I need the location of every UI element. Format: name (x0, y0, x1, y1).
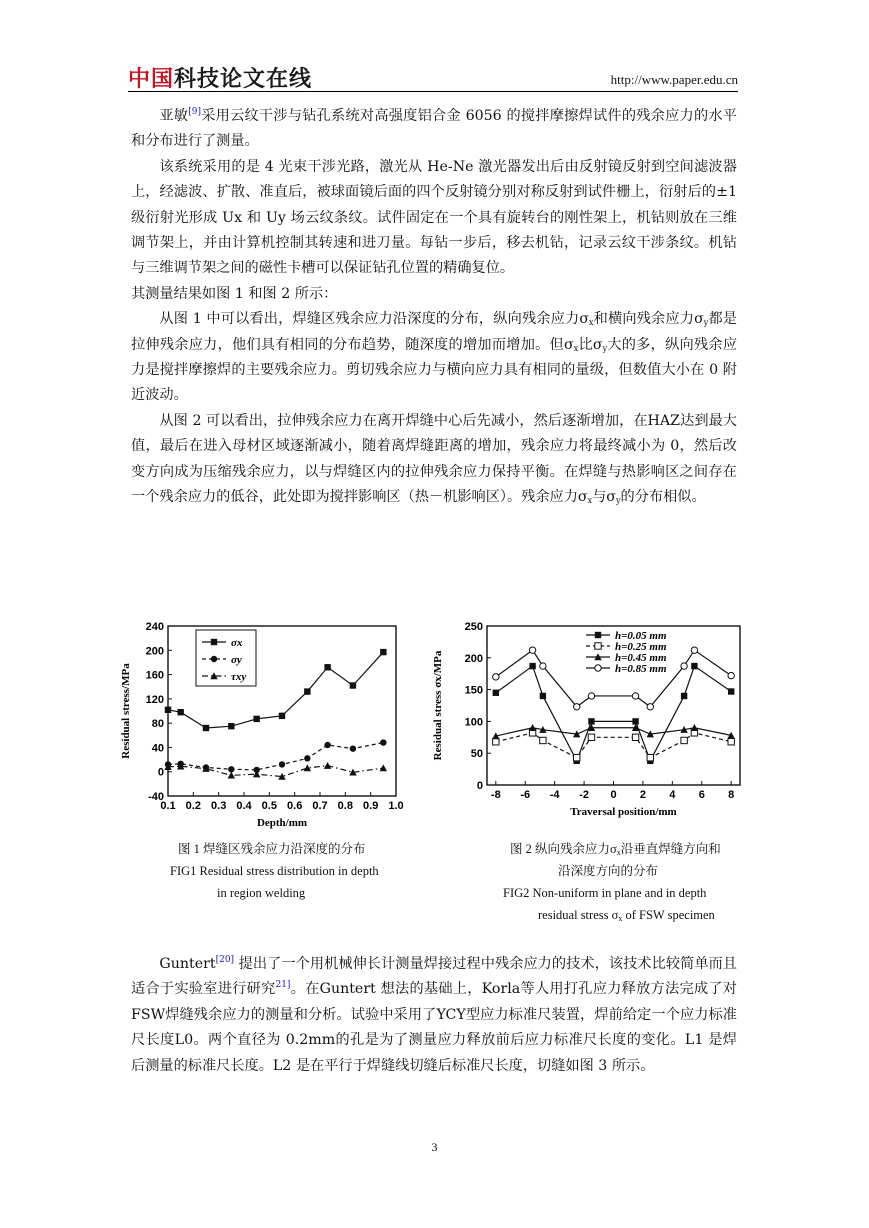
p4-text-c: 都是拉伸残余应力，他们具有相同的分布趋势，随深度的增加而增加。但σ (131, 311, 737, 353)
data-point (228, 772, 235, 779)
legend-label: σx (231, 637, 243, 649)
data-point (728, 672, 734, 678)
citation-9[interactable]: [9] (188, 107, 201, 117)
plot-frame (487, 626, 740, 785)
paragraph-5 (131, 409, 737, 511)
fig2-caption-en-2 (538, 904, 715, 926)
legend-marker (211, 656, 217, 662)
p4-sub-2: y (703, 318, 709, 328)
legend-box (196, 630, 256, 686)
y-tick-label: 50 (470, 748, 483, 761)
y-tick-label: -40 (148, 791, 164, 803)
journal-logo (128, 62, 312, 93)
data-point (529, 663, 535, 669)
data-point (253, 716, 259, 722)
x-tick-label: 0.6 (287, 800, 303, 812)
legend-marker (595, 643, 601, 649)
x-axis-label: Traversal position/mm (570, 806, 677, 818)
fig1-caption-en-1: FIG1 Residual stress distribution in depth (170, 864, 379, 878)
y-tick-label: 250 (464, 621, 483, 633)
y-tick-label: 240 (145, 621, 164, 633)
fig2-caption-en-sub: x (618, 914, 623, 923)
x-tick-label: 0.1 (160, 800, 176, 812)
legend-label: h=0.85 mm (615, 663, 667, 675)
p5-text-b: 与σ (592, 489, 616, 506)
p5-sub-1: x (587, 496, 593, 506)
body-text-bottom (131, 952, 737, 1079)
paragraph-6 (131, 952, 737, 1079)
p4-text-b: 和横向残余应力σ (593, 311, 704, 328)
data-point (647, 704, 653, 710)
y-tick-label: 200 (145, 645, 164, 658)
x-tick-label: -6 (520, 789, 531, 801)
p6-text-b: 提出了一个用机械伸长计测量焊接过程中残余应力的技术，该技术比较简单而且适合于实验室进行研究 (131, 956, 737, 998)
data-point (540, 693, 546, 699)
data-point (574, 704, 580, 710)
p4-text-e: 大的多，纵向残余应力是搅拌摩擦焊的主要残余应力。剪切残余应力与横向应力具有相同的量级，但数值大小在 0 附近波动。 (131, 336, 738, 404)
p4-text-d: 比σ (578, 336, 603, 353)
y-tick-label: 100 (464, 716, 483, 729)
data-point (632, 718, 638, 724)
fig2-caption-cn-2: 沿深度方向的分布 (558, 864, 659, 878)
data-point (279, 761, 285, 767)
x-tick-label: 4 (669, 789, 676, 801)
y-tick-label: 160 (145, 669, 164, 682)
logo-part-1: 中国 (128, 67, 175, 92)
legend-label: σy (231, 654, 242, 666)
p4-sub-3: x (573, 343, 579, 353)
x-tick-label: 0.2 (185, 800, 201, 812)
data-point (380, 764, 387, 771)
data-point (324, 762, 331, 769)
figure-2-chart (430, 615, 750, 837)
fig1-caption-en-2: in region welding (217, 886, 306, 900)
paragraph-1 (131, 104, 737, 155)
p5-sub-2: y (615, 496, 621, 506)
p4-sub-4: y (602, 343, 608, 353)
data-point (691, 663, 697, 669)
data-point (493, 739, 499, 745)
data-point (380, 649, 386, 655)
p6-text-a: Guntert (159, 956, 216, 972)
x-tick-label: 1.0 (388, 800, 404, 812)
data-point (728, 688, 734, 694)
legend-marker (211, 639, 217, 645)
logo-part-2: 科技论文在线 (174, 67, 313, 92)
series-line (496, 650, 731, 707)
x-tick-label: 0.4 (236, 800, 252, 812)
x-tick-label: 2 (639, 789, 646, 801)
x-tick-label: -4 (549, 789, 560, 801)
legend-label: h=0.05 mm (615, 630, 667, 642)
legend-marker (595, 665, 601, 671)
y-tick-label: 200 (464, 652, 483, 665)
data-point (304, 688, 310, 694)
data-point (228, 766, 234, 772)
series-line (496, 733, 731, 758)
p1-text-b: 采用云纹干涉与钻孔系统对高强度铝合金 6056 的搅拌摩擦焊试件的残余应力的水平和分布进行了测量。 (131, 108, 737, 150)
data-point (588, 718, 594, 724)
data-point (304, 755, 310, 761)
data-point (380, 739, 386, 745)
p5-text-c: 的分布相似。 (620, 489, 706, 506)
p5-text-a: 从图 2 可以看出，拉伸残余应力在离开焊缝中心后先减小，然后逐渐增加，在HAZ达到最大值，最后在进入母材区域逐渐减小，随着离焊缝距离的增加，残余应力将最终减小为 0，然后改变方向成为压缩残余应力，以与焊缝区内的拉伸残余应力保持平衡。在焊缝与热影响区之间存在一个残余应力的低谷，此处即为搅拌影响区（热－机影响区）。残余应力σ (131, 412, 737, 506)
page-header (128, 60, 738, 92)
data-point (691, 647, 697, 653)
fig2-caption-cn-1 (510, 838, 721, 860)
citation-20[interactable]: [20] (215, 955, 235, 965)
data-point (647, 754, 653, 760)
data-point (632, 734, 638, 740)
data-point (279, 713, 285, 719)
header-url[interactable]: http://www.paper.edu.cn (610, 72, 738, 87)
series-line (496, 666, 731, 761)
data-point (681, 663, 687, 669)
fig2-caption-en-b: of FSW specimen (622, 908, 715, 922)
data-point (324, 742, 330, 748)
paragraph-3: 其测量结果如图 1 和图 2 所示： (131, 285, 338, 302)
data-point (529, 647, 535, 653)
data-point (228, 723, 234, 729)
p4-sub-1: x (589, 318, 594, 328)
data-point (540, 663, 546, 669)
body-text-top (131, 104, 737, 511)
x-tick-label: 0.8 (337, 800, 353, 812)
data-point (728, 739, 734, 745)
fig2-caption-en-1: FIG2 Non-uniform in plane and in depth (503, 886, 707, 900)
legend-marker (595, 632, 601, 638)
x-tick-label: 0 (610, 789, 617, 801)
legend-label: τxy (231, 671, 247, 683)
fig2-caption-cn-sub: x (616, 848, 621, 857)
x-axis-label: Depth/mm (256, 817, 308, 829)
data-point (691, 724, 698, 731)
y-axis-label: Residual stress/MPa (120, 663, 132, 759)
data-point (324, 664, 330, 670)
paragraph-2: 该系统采用的是 4 光束干涉光路，激光从 He-Ne 激光器发出后由反射镜反射到空间滤波器上，经滤波、扩散、准直后，被球面镜后面的四个反射镜分别对称反射到试件栅上，衍射后的±1 级衍射光形成 Ux 和 Uy 场云纹条纹。试件固定在一个具有旋转台的刚性架上，机钻则放在三维调节架上，并由计算机控制其转速和进刀量。每钻一步后，移去机钻，记录云纹干涉条纹。机钻与三维调节架之间的磁性卡槽可以保证钻孔位置的精确复位。 (131, 158, 737, 277)
y-axis-label: Residual stress σx/MPa (432, 650, 444, 761)
figure-2 (430, 615, 750, 837)
x-tick-label: 0.9 (363, 800, 379, 812)
y-tick-label: 0 (476, 780, 483, 792)
x-tick-label: 0.5 (261, 800, 277, 812)
data-point (588, 693, 594, 699)
data-point (632, 693, 638, 699)
legend-label: h=0.25 mm (615, 641, 667, 653)
x-tick-label: -8 (490, 789, 501, 801)
figure-1-chart (118, 615, 414, 837)
x-tick-label: -2 (579, 789, 589, 801)
data-point (681, 737, 687, 743)
p4-text-a: 从图 1 中可以看出，焊缝区残余应力沿深度的分布，纵向残余应力σ (159, 311, 590, 328)
fig2-caption-cn-a: 图 2 纵向残余应力σ (510, 842, 617, 856)
data-point (588, 734, 594, 740)
data-point (529, 724, 536, 731)
x-tick-label: 6 (698, 789, 705, 801)
paragraph-4 (131, 307, 737, 409)
header-rule (128, 91, 738, 92)
data-point (493, 674, 499, 680)
y-tick-label: 80 (151, 718, 164, 731)
fig2-caption-en-a: residual stress σ (538, 908, 619, 922)
figure-1 (118, 615, 414, 837)
x-tick-label: 0.7 (312, 800, 328, 812)
data-point (493, 690, 499, 696)
p1-text-a: 亚敏 (159, 108, 189, 124)
data-point (681, 693, 687, 699)
fig2-caption-cn-b: 沿垂直焊缝方向和 (620, 842, 721, 856)
y-tick-label: 120 (145, 693, 164, 706)
citation-21[interactable]: 21] (275, 980, 291, 991)
data-point (165, 707, 171, 713)
y-tick-label: 40 (151, 742, 164, 755)
x-tick-label: 8 (728, 789, 735, 801)
legend-label: h=0.45 mm (615, 652, 667, 664)
y-tick-label: 0 (157, 766, 164, 779)
data-point (350, 682, 356, 688)
data-point (177, 709, 183, 715)
data-point (574, 754, 580, 760)
y-tick-label: 150 (464, 684, 483, 697)
data-point (350, 745, 356, 751)
fig1-caption-cn: 图 1 焊缝区残余应力沿深度的分布 (178, 842, 366, 856)
data-point (540, 737, 546, 743)
x-tick-label: 0.3 (211, 800, 227, 812)
p6-text-c: 。在Guntert 想法的基础上，Korla等人用打孔应力释放方法完成了对FSW焊缝残余应力的测量和分析。试验中采用了YCY型应力标准尺装置，焊前给定一个应力标准尺长度L0。两个直径为 0.2mm的孔是为了测量应力释放前后应力标准尺长度的变化。L1 是焊后测量的标准尺长度。L2 是在平行于焊缝线切缝后标准尺长度，切缝如图 3 所示。 (131, 981, 737, 1074)
data-point (203, 725, 209, 731)
page-number: 3 (431, 1140, 438, 1154)
